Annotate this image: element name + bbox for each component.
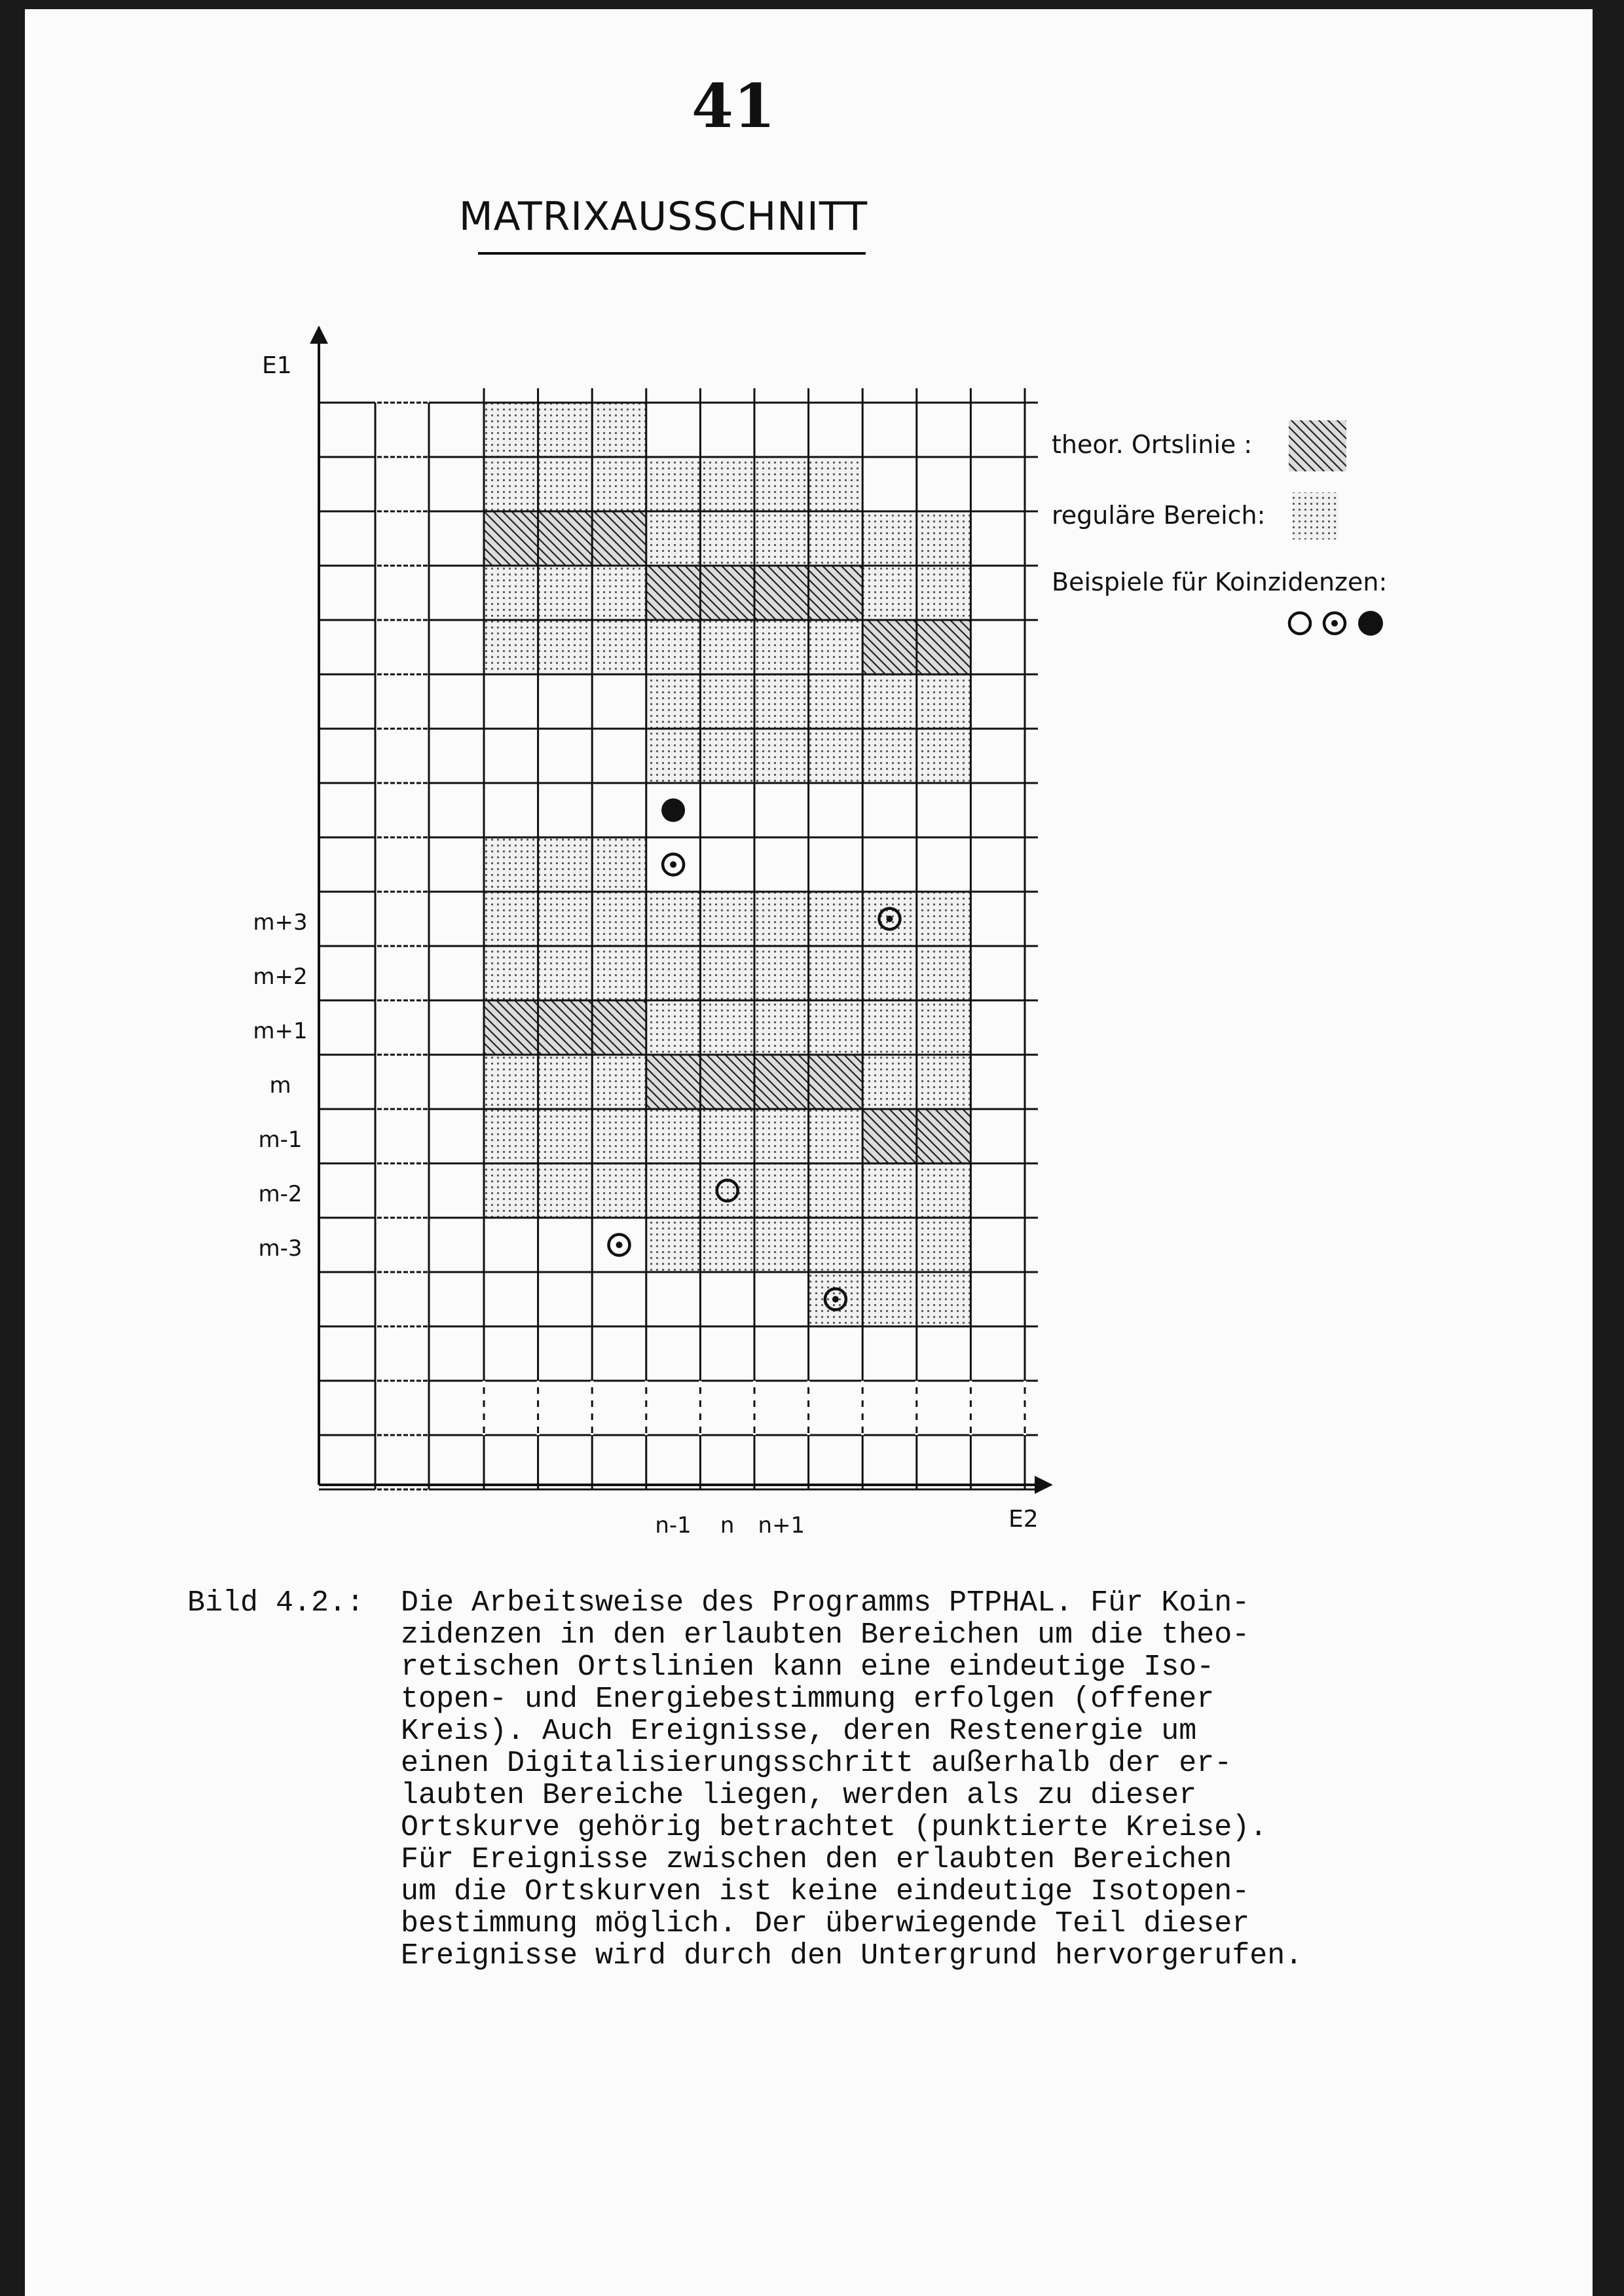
open-circle-icon xyxy=(1289,613,1310,634)
regular-region-cell xyxy=(484,620,862,674)
regular-region-cell xyxy=(484,403,646,457)
caption-line: einen Digitalisierungsschritt außerhalb der er- xyxy=(401,1747,1232,1780)
caption-line: um die Ortskurven ist keine eindeutige Isotopen- xyxy=(401,1875,1250,1908)
legend xyxy=(1052,420,1387,636)
caption-line: topen- und Energiebestimmung erfolgen (offener xyxy=(401,1683,1215,1716)
theoretical-locus-cell xyxy=(484,511,646,566)
circle-dot xyxy=(832,1296,839,1303)
dotted-circle-icon xyxy=(663,854,684,875)
filled-circle-icon xyxy=(1358,611,1383,636)
regular-region-cell xyxy=(484,457,862,511)
regular-region-cell xyxy=(484,837,646,892)
regular-region-cell xyxy=(484,892,970,946)
caption-line: retischen Ortslinien kann eine eindeutige Iso- xyxy=(401,1650,1215,1684)
regular-region-cell xyxy=(484,1055,646,1109)
caption-line: zidenzen in den erlaubten Bereichen um die theo- xyxy=(401,1618,1250,1652)
caption-line: laubten Bereiche liegen, werden als zu dieser xyxy=(401,1779,1197,1812)
caption-line: bestimmung möglich. Der überwiegende Teil dieser xyxy=(401,1907,1250,1941)
row-label: m-3 xyxy=(258,1235,303,1262)
caption-line: Für Ereignisse zwischen den erlaubten Bereichen xyxy=(401,1843,1232,1876)
row-label: m xyxy=(269,1072,291,1099)
caption-line: Ereignisse wird durch den Untergrund hervorgerufen. xyxy=(401,1939,1303,1973)
column-labels xyxy=(655,1512,805,1539)
caption-line: Ortskurve gehörig betrachtet (punktierte Kreise). xyxy=(401,1811,1268,1844)
legend-dotted-swatch xyxy=(1293,492,1338,539)
row-label: m-2 xyxy=(258,1181,303,1207)
caption-line: Die Arbeitsweise des Programms PTPHAL. Für Koin- xyxy=(401,1586,1250,1620)
row-label: m-1 xyxy=(258,1127,303,1153)
x-axis-label: E2 xyxy=(1008,1506,1039,1533)
column-label: n+1 xyxy=(758,1512,805,1539)
page-number: 41 xyxy=(691,71,776,141)
regular-region-cell xyxy=(484,1109,862,1163)
legend-coincidence-label: Beispiele für Koinzidenzen: xyxy=(1052,568,1388,596)
legend-hatched-swatch xyxy=(1289,420,1346,471)
y-axis-label: E1 xyxy=(262,352,292,379)
regular-region-cell xyxy=(484,946,970,1000)
caption-body xyxy=(401,1587,1302,1972)
column-label: n-1 xyxy=(655,1512,692,1539)
legend-dotted-label: reguläre Bereich: xyxy=(1052,501,1266,530)
legend-hatched-label: theor. Ortslinie : xyxy=(1052,430,1253,459)
dotted-circle-icon xyxy=(1324,613,1345,634)
regular-region-cell xyxy=(484,1163,970,1218)
filled-circle-icon xyxy=(661,799,685,822)
row-label: m+2 xyxy=(253,964,308,990)
region-fill-layer xyxy=(484,403,970,1326)
row-label: m+1 xyxy=(253,1018,308,1044)
row-label: m+3 xyxy=(253,909,308,936)
caption-line: Kreis). Auch Ereignisse, deren Restenergie um xyxy=(401,1715,1197,1748)
figure-title: MATRIXAUSSCHNITT xyxy=(458,194,868,240)
row-labels xyxy=(253,909,307,1262)
circle-dot xyxy=(670,862,676,868)
dotted-circle-icon xyxy=(609,1235,630,1256)
regular-region-cell xyxy=(484,566,646,620)
column-label: n xyxy=(720,1512,735,1539)
circle-dot xyxy=(887,916,893,922)
caption-label: Bild 4.2.: xyxy=(187,1586,365,1620)
circle-dot xyxy=(616,1242,623,1248)
theoretical-locus-cell xyxy=(484,1000,646,1055)
